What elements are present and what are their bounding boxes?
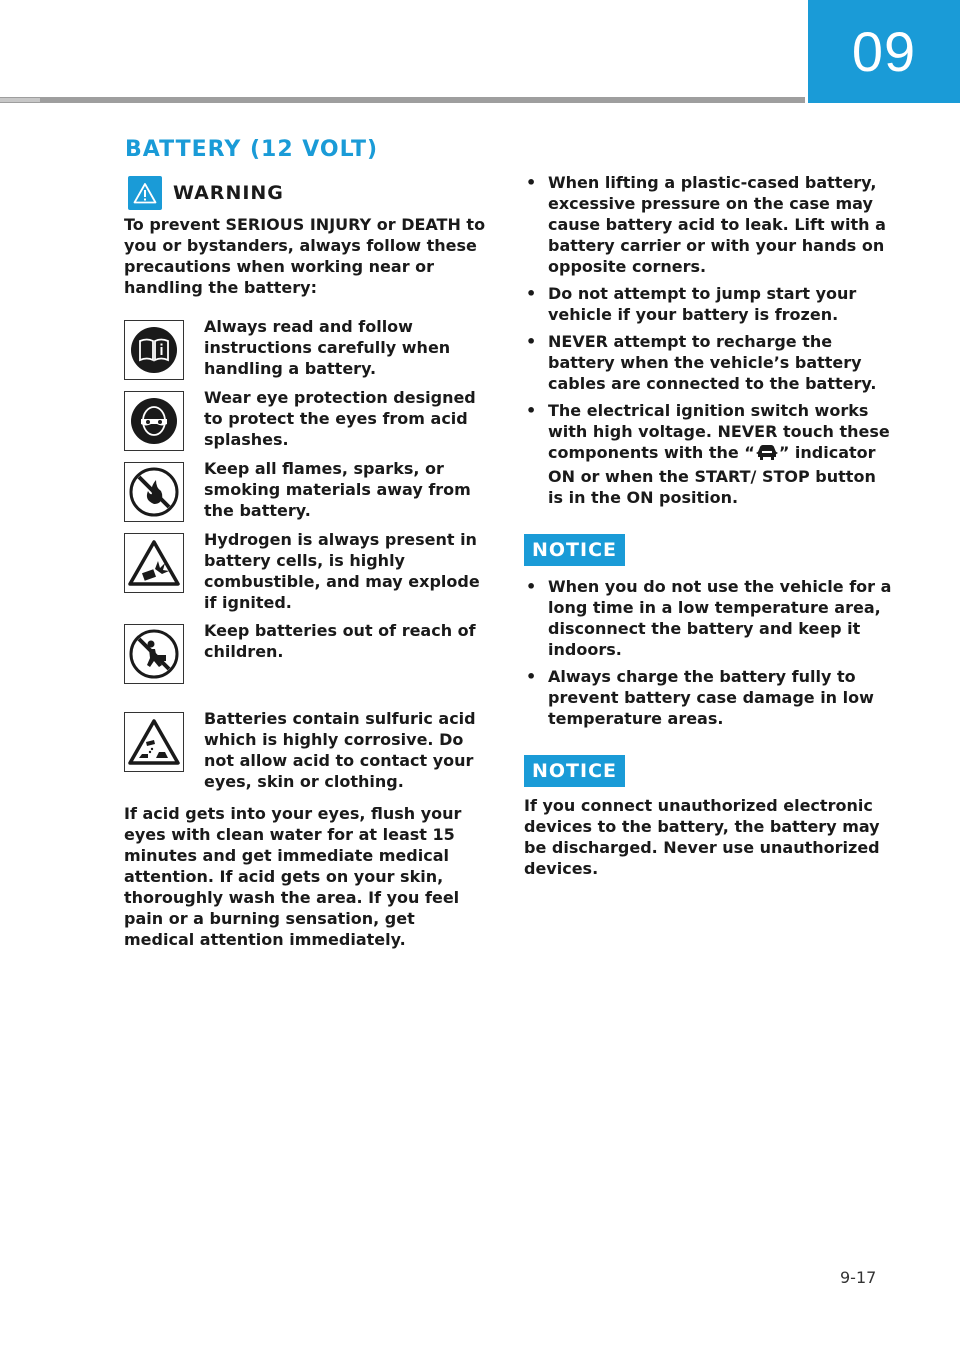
notice-bullet-list <box>524 576 896 729</box>
corrosive-acid-icon <box>124 712 184 772</box>
list-item: • NEVER attempt to recharge the battery when the vehicle’s battery cables are connected to the battery. <box>524 331 896 394</box>
symbol-text: Batteries contain sulfuric acid which is highly corrosive. Do not allow acid to contact your eyes, skin or clothing. <box>204 709 476 791</box>
warning-triangle-icon <box>128 176 162 210</box>
left-column <box>124 175 488 950</box>
list-item <box>524 400 896 508</box>
warning-intro: To prevent SERIOUS INJURY or DEATH to you or bystanders, always follow these precautions when working near or handling the battery: <box>124 215 486 297</box>
list-item: • When lifting a plastic-cased battery, excessive pressure on the case may cause battery acid to leak. Lift with a battery carrier or with your hands on opposite corners. <box>524 172 896 277</box>
ignition-text-before: The electrical ignition switch works with high voltage. NEVER touch these components with the “ <box>548 401 890 462</box>
warning-label: WARNING <box>173 182 284 204</box>
chapter-number: 09 <box>851 20 917 83</box>
symbol-row <box>124 709 488 792</box>
list-item: • Do not attempt to jump start your vehicle if your battery is frozen. <box>524 283 896 325</box>
right-column <box>524 172 896 879</box>
symbol-row <box>124 621 488 684</box>
symbol-row <box>124 317 488 380</box>
symbol-list <box>124 317 488 792</box>
list-item: • Always charge the battery fully to prevent battery case damage in low temperature areas. <box>524 666 896 729</box>
manual-book-icon <box>124 320 184 380</box>
notice-label: NOTICE <box>524 755 625 787</box>
acid-first-aid-paragraph: If acid gets into your eyes, flush your eyes with clean water for at least 15 minutes and get immediate medical attention. If acid gets on your skin, thoroughly wash the area. If you feel pain or a burning sensation, get medical attention immediately. <box>124 804 462 949</box>
keep-away-children-icon <box>124 624 184 684</box>
no-flames-icon <box>124 462 184 522</box>
notice-block-1 <box>524 534 896 729</box>
symbol-row <box>124 459 488 522</box>
warning-header <box>128 175 488 211</box>
chapter-tab <box>808 0 960 103</box>
symbol-text: Keep all flames, sparks, or smoking materials away from the battery. <box>204 459 471 520</box>
notice-block-2 <box>524 755 896 879</box>
section-title: BATTERY (12 VOLT) <box>125 137 379 162</box>
notice-label: NOTICE <box>524 534 625 566</box>
ignition-text-after: ” indicator ON or when the START/ STOP button is in the ON position. <box>548 443 876 507</box>
notice-text: If you connect unauthorized electronic devices to the battery, the battery may be discharged. Never use unauthorized devices. <box>524 796 880 878</box>
symbol-text: Keep batteries out of reach of children. <box>204 621 476 661</box>
symbol-text: Hydrogen is always present in battery cells, is highly combustible, and may explode if ignited. <box>204 530 480 612</box>
list-item: • When you do not use the vehicle for a long time in a low temperature area, disconnect the battery and keep it indoors. <box>524 576 896 660</box>
page-number: 9-17 <box>840 1268 877 1287</box>
vehicle-ready-indicator-icon <box>755 443 779 466</box>
eye-protection-icon <box>124 391 184 451</box>
explosion-hazard-icon <box>124 533 184 593</box>
symbol-text: Always read and follow instructions carefully when handling a battery. <box>204 317 451 378</box>
symbol-text: Wear eye protection designed to protect the eyes from acid splashes. <box>204 388 476 449</box>
warning-bullet-list <box>524 172 896 508</box>
symbol-row <box>124 530 488 613</box>
header-rule <box>0 97 805 103</box>
symbol-row <box>124 388 488 451</box>
